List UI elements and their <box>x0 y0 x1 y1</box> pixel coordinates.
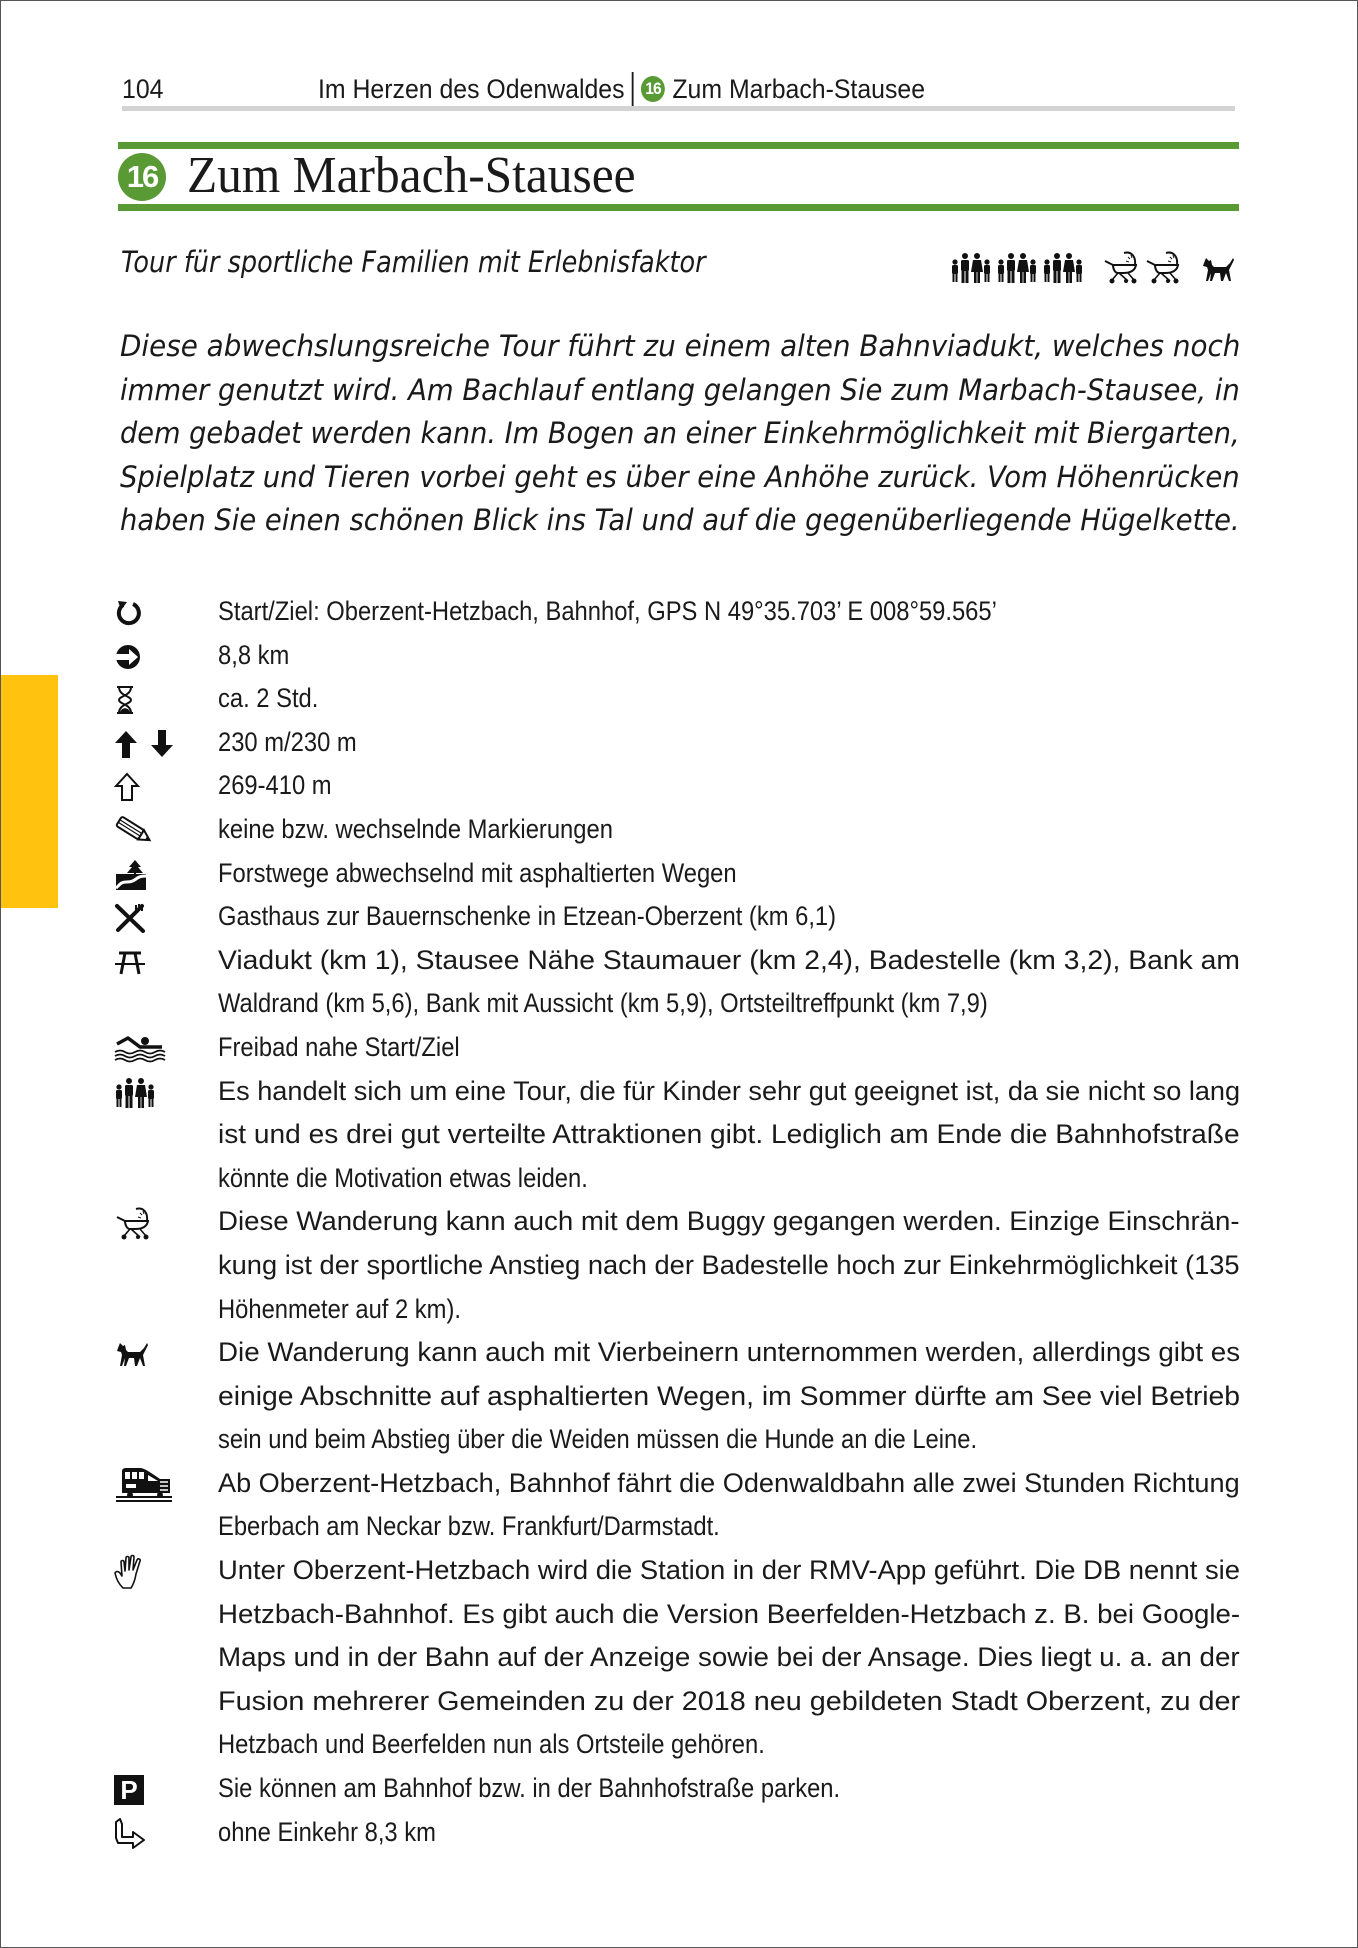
fact-text <box>218 852 1240 896</box>
path-tree-icon <box>114 858 184 892</box>
fact-row <box>0 1070 1358 1201</box>
fact-row <box>0 764 1358 808</box>
fact-text <box>218 1026 1240 1070</box>
fact-line: könnte die Motivation etwas leiden. <box>218 1162 588 1193</box>
title-rule-bottom <box>118 204 1239 211</box>
running-header-tour: Zum Marbach-Stausee <box>672 74 926 104</box>
fact-row <box>0 1331 1358 1462</box>
fact-text <box>218 590 1240 634</box>
fact-line: Ab Oberzent-Hetzbach, Bahnhof fährt die Odenwaldbahn alle zwei Stunden Richtung <box>218 1467 1240 1498</box>
fact-row <box>0 1549 1358 1767</box>
fact-row <box>0 808 1358 852</box>
page-number: 104 <box>122 74 164 104</box>
family-icon <box>996 252 1038 284</box>
running-header <box>318 72 925 106</box>
fact-line: Fusion mehrerer Gemeinden zu der 2018 neu gebildeten Stadt Oberzent, zu der <box>218 1685 1241 1716</box>
swimmer-icon <box>114 1032 184 1066</box>
distance-arrow-icon <box>114 640 184 674</box>
stroller-icon <box>114 1206 184 1240</box>
fact-text <box>218 808 1240 852</box>
ascent-descent-icon <box>114 727 184 761</box>
fact-line: 230 m/230 m <box>218 726 357 757</box>
pencil-icon <box>114 814 184 848</box>
fact-line: Maps und in der Bahn auf der Anzeige sowie bei der Ansage. Dies liegt u. a. an der <box>218 1642 1240 1673</box>
hand-icon <box>114 1555 184 1589</box>
fact-line: Die Wanderung kann auch mit Vierbeinern unternommen werden, allerdings gibt es <box>218 1337 1241 1368</box>
fact-text <box>218 1549 1240 1767</box>
fact-line: Höhenmeter auf 2 km). <box>218 1293 461 1324</box>
fact-line: Hetzbach und Beerfelden nun als Ortsteile gehören. <box>218 1729 765 1760</box>
fact-text <box>218 634 1240 678</box>
fact-line: sein und beim Abstieg über die Weiden müssen die Hunde an die Leine. <box>218 1424 978 1455</box>
fact-text <box>218 895 1240 939</box>
fact-row <box>0 1811 1358 1855</box>
difficulty-rating-icons <box>950 238 1236 284</box>
page-title: Zum Marbach-Stausee <box>187 147 636 204</box>
knife-fork-icon <box>114 901 184 935</box>
fact-line: ist und es drei gut verteilte Attraktionen gibt. Lediglich am Ende die Bahnhofstraße <box>218 1119 1240 1150</box>
fact-row <box>0 939 1358 1026</box>
parking-icon <box>114 1773 184 1807</box>
fact-line: kung ist der sportliche Anstieg nach der Badestelle hoch zur Einkehrmöglichkeit (135 <box>218 1249 1240 1280</box>
intro-line: haben Sie einen schönen Blick ins Tal und auf die gegenüberliegende Hügelkette. <box>120 503 1240 538</box>
stroller-icon <box>1102 250 1140 284</box>
header-rule <box>122 106 1235 111</box>
intro-line: Spielplatz und Tieren vorbei geht es über eine Anhöhe zurück. Vom Höhenrücken <box>120 459 1240 494</box>
fact-line: keine bzw. wechselnde Markierungen <box>218 813 613 844</box>
tour-subtitle: Tour für sportliche Familien mit Erlebnisfaktor <box>121 245 706 279</box>
parking-icon-letter: P <box>114 1775 144 1805</box>
fact-text <box>218 1462 1240 1549</box>
fact-line: Diese Wanderung kann auch mit dem Buggy gegangen werden. Einzige Einschrän- <box>218 1206 1240 1237</box>
fact-row <box>0 895 1358 939</box>
fact-text <box>218 677 1240 721</box>
fact-line: Start/Ziel: Oberzent-Hetzbach, Bahnhof, GPS N 49°35.703’ E 008°59.565’ <box>218 596 997 626</box>
loop-arrow-icon <box>114 596 184 630</box>
fact-line: Freibad nahe Start/Ziel <box>218 1031 460 1062</box>
family-icon <box>1042 252 1084 284</box>
tour-facts-list <box>0 590 1358 1854</box>
dog-icon <box>1200 254 1236 284</box>
fact-line: ohne Einkehr 8,3 km <box>218 1816 436 1847</box>
family-icon <box>114 1076 184 1110</box>
fact-row <box>0 852 1358 896</box>
family-icon <box>950 252 992 284</box>
altitude-arrow-icon <box>114 770 184 804</box>
fact-text <box>218 721 1240 765</box>
stroller-icon <box>1144 250 1182 284</box>
fact-row <box>0 677 1358 721</box>
fact-row <box>0 634 1358 678</box>
fact-line: Unter Oberzent-Hetzbach wird die Station in der RMV-App geführt. Die DB nennt sie <box>218 1555 1240 1586</box>
fact-line: Eberbach am Neckar bzw. Frankfurt/Darmstadt. <box>218 1511 720 1542</box>
tour-number-badge: 16 <box>641 76 665 102</box>
fact-line: einige Abschnitte auf asphaltierten Wegen, im Sommer dürfte am See viel Betrieb <box>218 1380 1241 1411</box>
fact-text <box>218 939 1240 1026</box>
train-icon <box>114 1468 184 1502</box>
running-header-chapter: Im Herzen des Odenwaldes <box>318 74 625 104</box>
fact-line: 269-410 m <box>218 770 332 801</box>
fact-line: Waldrand (km 5,6), Bank mit Aussicht (km 5,9), Ortsteiltreffpunkt (km 7,9) <box>218 988 988 1019</box>
fact-row <box>0 1767 1358 1811</box>
fact-line: Hetzbach-Bahnhof. Es gibt auch die Version Beerfelden-Hetzbach z. B. bei Google- <box>218 1598 1241 1629</box>
fact-text <box>218 1070 1240 1201</box>
fact-text <box>218 1767 1240 1811</box>
shortcut-arrow-icon <box>114 1817 184 1851</box>
fact-row <box>0 721 1358 765</box>
fact-text <box>218 1200 1240 1331</box>
fact-text <box>218 1811 1240 1855</box>
fact-line: Forstwege abwechselnd mit asphaltierten Wegen <box>218 857 737 888</box>
fact-row <box>0 590 1358 634</box>
intro-line: Diese abwechslungsreiche Tour führt zu einem alten Bahnviadukt, welches noch <box>120 329 1241 363</box>
intro-paragraph <box>120 325 1240 543</box>
fact-text <box>218 764 1240 808</box>
fact-text <box>218 1331 1240 1462</box>
fact-row <box>0 1026 1358 1070</box>
fact-line: Es handelt sich um eine Tour, die für Kinder sehr gut geeignet ist, da sie nicht so lang <box>218 1075 1241 1106</box>
intro-line: immer genutzt wird. Am Bachlauf entlang gelangen Sie zum Marbach-Stausee, in <box>120 372 1240 407</box>
fact-row <box>0 1462 1358 1549</box>
header-separator <box>632 72 634 106</box>
intro-line: dem gebadet werden kann. Im Bogen an einer Einkehrmöglichkeit mit Biergarten, <box>120 416 1240 451</box>
fact-row <box>0 1200 1358 1331</box>
fact-line: Sie können am Bahnhof bzw. in der Bahnhofstraße parken. <box>218 1773 841 1804</box>
fact-line: ca. 2 Std. <box>218 683 319 714</box>
dog-icon <box>114 1337 184 1371</box>
fact-line: Viadukt (km 1), Stausee Nähe Staumauer (km 2,4), Badestelle (km 3,2), Bank am <box>218 944 1240 975</box>
hourglass-icon <box>114 683 184 717</box>
picnic-table-icon <box>114 945 184 979</box>
fact-line: Gasthaus zur Bauernschenke in Etzean-Oberzent (km 6,1) <box>218 901 837 932</box>
title-number-badge: 16 <box>118 153 166 201</box>
fact-line: 8,8 km <box>218 639 290 670</box>
